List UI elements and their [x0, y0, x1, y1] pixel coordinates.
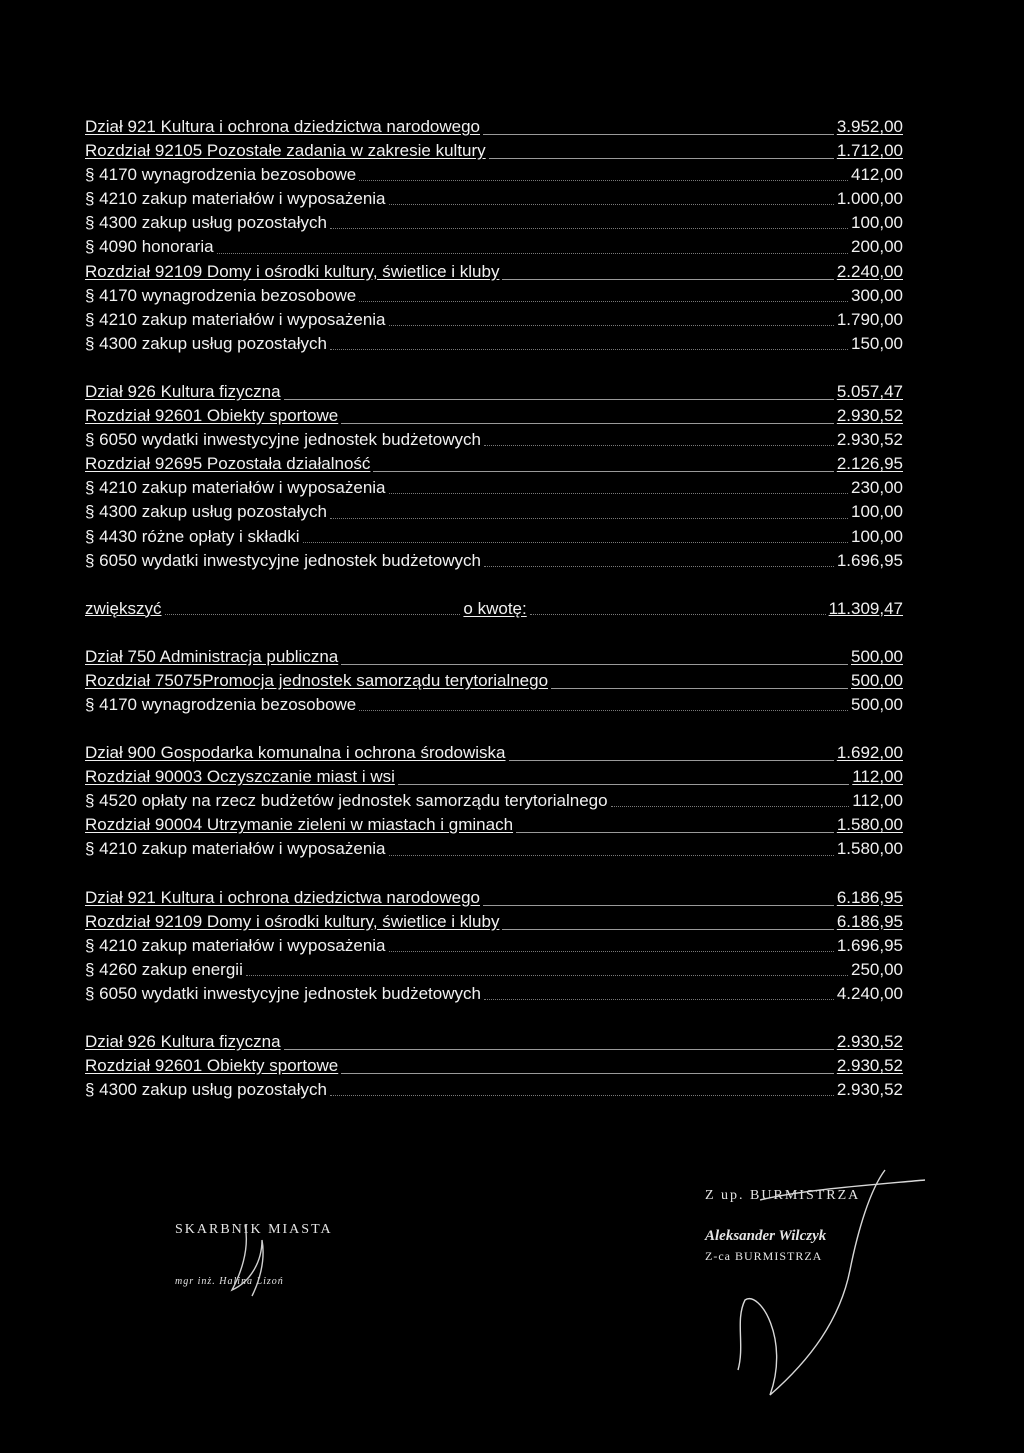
dot-leader [359, 300, 848, 302]
section-gap [85, 862, 903, 886]
mayor-stamp-title: Z up. BURMISTRZA [705, 1188, 861, 1203]
line-item-row [85, 934, 903, 958]
row-amount: 230,00 [851, 478, 903, 498]
dot-leader [611, 805, 850, 807]
row-amount: 2.930,52 [836, 430, 903, 450]
row-label: § 4210 zakup materiałów i wyposażenia [85, 478, 386, 498]
row-label: § 4170 wynagrodzenia bezosobowe [85, 694, 357, 714]
row-label: Dział 750 Administracja publiczna [85, 646, 339, 666]
row-label: § 4300 zakup usług pozostałych [85, 333, 327, 353]
mayor-stamp [705, 1188, 935, 1264]
mayor-stamp-role: Z-ca BURMISTRZA [705, 1249, 823, 1263]
row-amount: 3.952,00 [836, 117, 903, 136]
dot-leader [389, 950, 834, 952]
row-label: § 4210 zakup materiałów i wyposażenia [85, 189, 386, 209]
section-heading-row [85, 1054, 903, 1078]
document-body [85, 115, 903, 1102]
row-label: Dział 921 Kultura i ochrona dziedzictwa narodowego [85, 887, 481, 907]
summary-row [85, 597, 903, 621]
dot-leader [483, 133, 834, 135]
row-amount: 100,00 [851, 502, 903, 522]
section-heading-row [85, 115, 903, 139]
section-gap [85, 621, 903, 645]
row-label: § 6050 wydatki inwestycyjne jednostek budżetowych [85, 430, 481, 450]
row-amount: 6.186,95 [836, 911, 903, 931]
dot-leader [341, 422, 834, 424]
dot-leader [389, 203, 834, 205]
row-amount: 2.240,00 [836, 261, 903, 281]
dot-leader [217, 252, 848, 254]
dot-leader [484, 565, 834, 567]
row-label: Rozdział 92109 Domy i ośrodki kultury, świetlice i kluby [85, 261, 500, 281]
section-heading-row [85, 741, 903, 765]
dot-leader [389, 324, 834, 326]
dot-leader [341, 1072, 834, 1074]
row-amount: 100,00 [851, 526, 903, 546]
dot-leader [389, 492, 848, 494]
dot-leader [330, 348, 848, 350]
dot-leader [165, 613, 461, 615]
section-heading-row [85, 645, 903, 669]
section-heading-row [85, 139, 903, 163]
row-amount: 150,00 [851, 333, 903, 353]
section-gap [85, 573, 903, 597]
line-item-row [85, 235, 903, 259]
section-heading-row [85, 813, 903, 837]
dot-leader [483, 904, 834, 906]
section-heading-row [85, 1030, 903, 1054]
row-label: Dział 926 Kultura fizyczna [85, 381, 281, 401]
row-label: § 4260 zakup energii [85, 959, 243, 979]
row-label: Rozdział 92105 Pozostałe zadania w zakresie kultury [85, 141, 486, 161]
dot-leader [389, 854, 834, 856]
row-label: § 6050 wydatki inwestycyjne jednostek budżetowych [85, 550, 481, 570]
row-label: § 4210 zakup materiałów i wyposażenia [85, 309, 386, 329]
row-amount: 1.580,00 [836, 839, 903, 859]
line-item-row [85, 163, 903, 187]
row-amount: 112,00 [852, 791, 903, 811]
row-amount: 1.712,00 [836, 141, 903, 161]
line-item-row [85, 837, 903, 861]
dot-leader [284, 398, 834, 400]
section-heading-row [85, 910, 903, 934]
row-label: Dział 921 Kultura i ochrona dziedzictwa narodowego [85, 117, 481, 136]
row-label: § 4520 opłaty na rzecz budżetów jednostek samorządu terytorialnego [85, 791, 608, 811]
row-label: Rozdział 92601 Obiekty sportowe [85, 406, 339, 426]
line-item-row [85, 211, 903, 235]
section-heading-row [85, 404, 903, 428]
treasurer-stamp [175, 1222, 375, 1287]
row-amount: 2.126,95 [836, 454, 903, 474]
row-label: § 6050 wydatki inwestycyjne jednostek budżetowych [85, 983, 481, 1003]
dot-leader [502, 928, 833, 930]
section-heading-row [85, 452, 903, 476]
line-item-row [85, 958, 903, 982]
row-label: § 4210 zakup materiałów i wyposażenia [85, 839, 386, 859]
dot-leader [484, 998, 834, 1000]
dot-leader [284, 1048, 834, 1050]
row-amount: 2.930,52 [836, 1080, 903, 1100]
section-gap [85, 717, 903, 741]
dot-leader [509, 759, 834, 761]
dot-leader [551, 687, 848, 689]
line-item-row [85, 789, 903, 813]
line-item-row [85, 982, 903, 1006]
row-amount: 500,00 [851, 646, 903, 666]
line-item-row [85, 332, 903, 356]
section-gap [85, 1006, 903, 1030]
row-label: zwiększyć [85, 598, 162, 618]
row-label: § 4210 zakup materiałów i wyposażenia [85, 935, 386, 955]
row-amount: 250,00 [851, 959, 903, 979]
line-item-row [85, 549, 903, 573]
row-label: § 4300 zakup usług pozostałych [85, 213, 327, 233]
row-amount: 5.057,47 [836, 381, 903, 401]
row-amount: 2.930,52 [836, 406, 903, 426]
row-label: § 4170 wynagrodzenia bezosobowe [85, 285, 357, 305]
line-item-row [85, 693, 903, 717]
row-amount: 100,00 [851, 213, 903, 233]
row-label: Rozdział 92695 Pozostała działalność [85, 454, 371, 474]
dot-leader [330, 1094, 834, 1096]
dot-leader [330, 517, 848, 519]
row-amount: 11.309,47 [828, 598, 904, 618]
row-label: Rozdział 90004 Utrzymanie zieleni w miastach i gminach [85, 815, 514, 835]
section-heading-row [85, 669, 903, 693]
section-heading-row [85, 260, 903, 284]
row-amount: 1.696,95 [836, 550, 903, 570]
treasurer-stamp-name: mgr inż. Halina Lizoń [175, 1276, 284, 1287]
treasurer-stamp-title: SKARBNIK MIASTA [175, 1222, 333, 1237]
row-amount: 1.000,00 [836, 189, 903, 209]
row-amount: 2.930,52 [836, 1032, 903, 1051]
dot-leader [502, 278, 833, 280]
section-heading-row [85, 886, 903, 910]
line-item-row [85, 428, 903, 452]
dot-leader [516, 831, 834, 833]
row-amount: 6.186,95 [836, 887, 903, 907]
row-label: Rozdział 92601 Obiekty sportowe [85, 1056, 339, 1076]
section-heading-row [85, 765, 903, 789]
row-amount: 1.692,00 [836, 743, 903, 763]
row-label: § 4300 zakup usług pozostałych [85, 502, 327, 522]
line-item-row [85, 525, 903, 549]
row-amount: 500,00 [851, 670, 903, 690]
row-amount: 300,00 [851, 285, 903, 305]
dot-leader [530, 613, 826, 615]
line-item-row [85, 476, 903, 500]
dot-leader [373, 470, 833, 472]
row-label: § 4300 zakup usług pozostałych [85, 1080, 327, 1100]
row-label: Dział 926 Kultura fizyczna [85, 1032, 281, 1051]
line-item-row [85, 1078, 903, 1102]
dot-leader [246, 974, 848, 976]
row-label: § 4090 honoraria [85, 237, 214, 257]
line-item-row [85, 284, 903, 308]
dot-leader [330, 227, 848, 229]
mayor-stamp-name: Aleksander Wilczyk [705, 1228, 827, 1244]
section-heading-row [85, 380, 903, 404]
section-gap [85, 356, 903, 380]
line-item-row [85, 308, 903, 332]
row-amount: 112,00 [852, 767, 903, 787]
row-amount: 500,00 [851, 694, 903, 714]
row-label: Rozdział 75075Promocja jednostek samorządu terytorialnego [85, 670, 549, 690]
dot-leader [359, 179, 848, 181]
dot-leader [398, 783, 849, 785]
row-label: § 4430 różne opłaty i składki [85, 526, 300, 546]
line-item-row [85, 187, 903, 211]
row-label: Dział 900 Gospodarka komunalna i ochrona środowiska [85, 743, 506, 763]
line-item-row [85, 500, 903, 524]
row-amount: 1.696,95 [836, 935, 903, 955]
summary-middle-label: o kwotę: [463, 598, 527, 618]
row-amount: 1.580,00 [836, 815, 903, 835]
dot-leader [341, 663, 848, 665]
row-label: § 4170 wynagrodzenia bezosobowe [85, 165, 357, 185]
row-label: Rozdział 90003 Oczyszczanie miast i wsi [85, 767, 395, 787]
row-amount: 4.240,00 [836, 983, 903, 1003]
row-amount: 412,00 [851, 165, 903, 185]
dot-leader [489, 157, 834, 159]
dot-leader [303, 541, 848, 543]
row-amount: 200,00 [851, 237, 903, 257]
row-label: Rozdział 92109 Domy i ośrodki kultury, świetlice i kluby [85, 911, 500, 931]
dot-leader [484, 444, 834, 446]
dot-leader [359, 709, 848, 711]
row-amount: 1.790,00 [836, 309, 903, 329]
row-amount: 2.930,52 [836, 1056, 903, 1076]
